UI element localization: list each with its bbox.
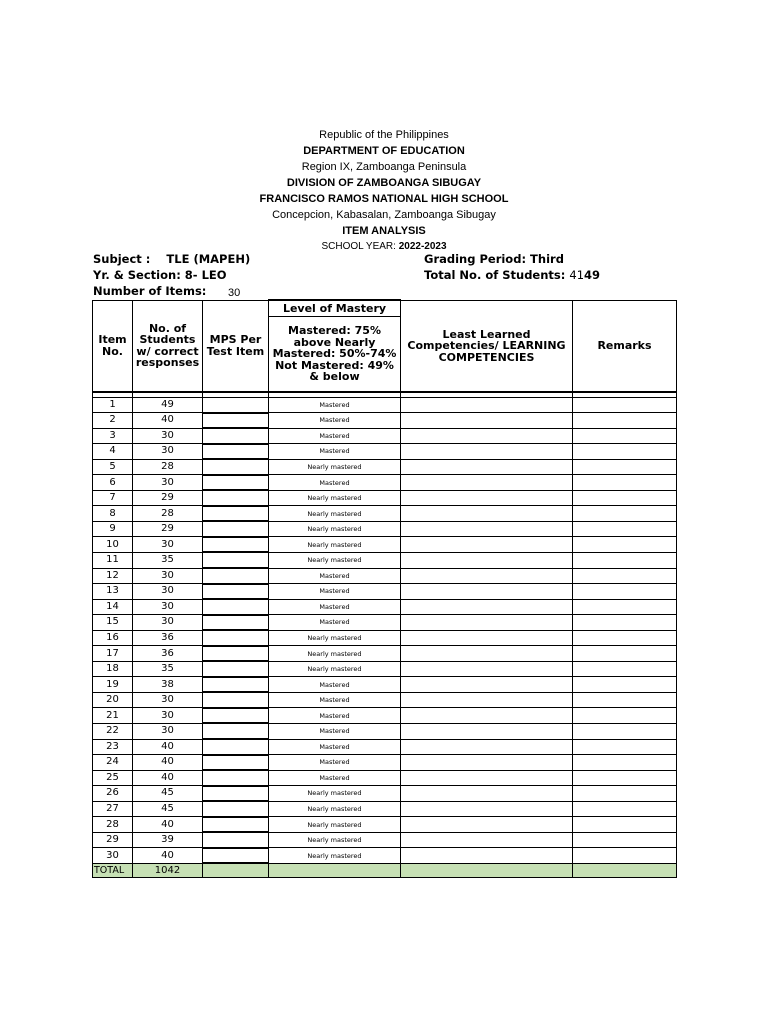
item-no-cell: 27 bbox=[93, 801, 133, 817]
correct-cell: 45 bbox=[133, 786, 203, 802]
least-learned-cell bbox=[401, 739, 573, 755]
item-no-cell: 26 bbox=[93, 786, 133, 802]
students-count-a: 41 bbox=[569, 268, 585, 282]
least-learned-cell bbox=[401, 801, 573, 817]
items-value bbox=[228, 285, 240, 300]
item-analysis-table bbox=[92, 299, 677, 878]
students-count-b: 49 bbox=[584, 268, 601, 282]
level-cell: Mastered bbox=[269, 708, 401, 724]
mps-cell bbox=[203, 848, 269, 864]
remarks-cell bbox=[573, 506, 677, 522]
correct-cell: 49 bbox=[133, 398, 203, 413]
item-no-cell: 10 bbox=[93, 537, 133, 553]
least-learned-cell bbox=[401, 506, 573, 522]
table-row bbox=[93, 646, 677, 662]
document-title: ITEM ANALYSIS bbox=[342, 225, 426, 237]
correct-cell: 36 bbox=[133, 646, 203, 662]
item-no-cell: 22 bbox=[93, 723, 133, 739]
table-row bbox=[93, 692, 677, 708]
table-row bbox=[93, 755, 677, 771]
correct-cell: 30 bbox=[133, 615, 203, 631]
item-no-cell: 20 bbox=[93, 692, 133, 708]
level-cell: Mastered bbox=[269, 723, 401, 739]
least-learned-cell bbox=[401, 584, 573, 600]
table-row bbox=[93, 444, 677, 460]
least-learned-cell bbox=[401, 428, 573, 444]
remarks-cell bbox=[573, 832, 677, 848]
items-count: 30 bbox=[228, 287, 241, 299]
table-row bbox=[93, 723, 677, 739]
header-item-no: Item No. bbox=[93, 300, 133, 392]
level-cell: Mastered bbox=[269, 413, 401, 429]
total-level-cell bbox=[269, 863, 401, 878]
table-row bbox=[93, 801, 677, 817]
remarks-cell bbox=[573, 677, 677, 693]
correct-cell: 38 bbox=[133, 677, 203, 693]
level-cell: Nearly mastered bbox=[269, 801, 401, 817]
school-year-label: SCHOOL YEAR: bbox=[321, 241, 399, 252]
correct-cell: 28 bbox=[133, 459, 203, 475]
item-no-cell: 3 bbox=[93, 428, 133, 444]
remarks-cell bbox=[573, 459, 677, 475]
mps-cell bbox=[203, 677, 269, 693]
item-no-cell: 5 bbox=[93, 459, 133, 475]
table-row bbox=[93, 521, 677, 537]
table-row bbox=[93, 506, 677, 522]
level-cell: Mastered bbox=[269, 475, 401, 491]
remarks-cell bbox=[573, 630, 677, 646]
remarks-cell bbox=[573, 537, 677, 553]
least-learned-cell bbox=[401, 615, 573, 631]
mps-cell bbox=[203, 413, 269, 429]
correct-cell: 40 bbox=[133, 848, 203, 864]
least-learned-cell bbox=[401, 537, 573, 553]
correct-cell: 30 bbox=[133, 537, 203, 553]
remarks-cell bbox=[573, 521, 677, 537]
correct-cell: 30 bbox=[133, 428, 203, 444]
table-row bbox=[93, 817, 677, 833]
mps-cell bbox=[203, 584, 269, 600]
level-cell: Mastered bbox=[269, 770, 401, 786]
item-no-cell: 11 bbox=[93, 552, 133, 568]
correct-cell: 30 bbox=[133, 584, 203, 600]
least-learned-cell bbox=[401, 490, 573, 506]
least-learned-cell bbox=[401, 552, 573, 568]
level-cell: Nearly mastered bbox=[269, 646, 401, 662]
subject-line bbox=[93, 252, 250, 266]
item-no-cell: 8 bbox=[93, 506, 133, 522]
remarks-cell bbox=[573, 444, 677, 460]
least-learned-cell bbox=[401, 599, 573, 615]
table-row bbox=[93, 630, 677, 646]
item-no-cell: 9 bbox=[93, 521, 133, 537]
items-label: Number of Items: bbox=[93, 284, 207, 298]
level-cell: Nearly mastered bbox=[269, 459, 401, 475]
remarks-cell bbox=[573, 599, 677, 615]
least-learned-cell bbox=[401, 723, 573, 739]
table-row bbox=[93, 708, 677, 724]
header-remarks: Remarks bbox=[573, 300, 677, 392]
item-no-cell: 13 bbox=[93, 584, 133, 600]
least-learned-cell bbox=[401, 677, 573, 693]
region-text: Region IX, Zamboanga Peninsula bbox=[301, 161, 467, 173]
header-least-learned: Least Learned Competencies/ LEARNING COMPETENCIES bbox=[401, 300, 573, 392]
remarks-cell bbox=[573, 817, 677, 833]
mps-cell bbox=[203, 428, 269, 444]
table-row bbox=[93, 661, 677, 677]
least-learned-cell bbox=[401, 770, 573, 786]
level-cell: Mastered bbox=[269, 444, 401, 460]
correct-cell: 40 bbox=[133, 770, 203, 786]
level-cell: Mastered bbox=[269, 615, 401, 631]
mps-cell bbox=[203, 599, 269, 615]
table-row bbox=[93, 832, 677, 848]
mps-cell bbox=[203, 552, 269, 568]
remarks-cell bbox=[573, 801, 677, 817]
item-no-cell: 7 bbox=[93, 490, 133, 506]
level-cell: Mastered bbox=[269, 584, 401, 600]
correct-cell: 30 bbox=[133, 599, 203, 615]
mps-cell bbox=[203, 444, 269, 460]
table-row bbox=[93, 786, 677, 802]
mps-cell bbox=[203, 739, 269, 755]
table-row bbox=[93, 739, 677, 755]
correct-cell: 40 bbox=[133, 755, 203, 771]
mps-cell bbox=[203, 506, 269, 522]
correct-cell: 30 bbox=[133, 475, 203, 491]
remarks-cell bbox=[573, 661, 677, 677]
level-cell: Mastered bbox=[269, 677, 401, 693]
correct-cell: 40 bbox=[133, 817, 203, 833]
grading-period: Grading Period: Third bbox=[424, 252, 564, 266]
table-row bbox=[93, 413, 677, 429]
level-cell: Nearly mastered bbox=[269, 521, 401, 537]
republic-text: Republic of the Philippines bbox=[319, 129, 449, 141]
level-cell: Nearly mastered bbox=[269, 630, 401, 646]
header-correct-responses: No. of Students w/ correct responses bbox=[133, 300, 203, 392]
item-no-cell: 25 bbox=[93, 770, 133, 786]
level-cell: Nearly mastered bbox=[269, 537, 401, 553]
correct-cell: 35 bbox=[133, 552, 203, 568]
item-no-cell: 23 bbox=[93, 739, 133, 755]
correct-cell: 40 bbox=[133, 739, 203, 755]
level-cell: Mastered bbox=[269, 428, 401, 444]
mps-cell bbox=[203, 537, 269, 553]
correct-cell: 39 bbox=[133, 832, 203, 848]
item-no-cell: 24 bbox=[93, 755, 133, 771]
item-no-cell: 18 bbox=[93, 661, 133, 677]
level-cell: Mastered bbox=[269, 692, 401, 708]
item-no-cell: 19 bbox=[93, 677, 133, 693]
remarks-cell bbox=[573, 786, 677, 802]
remarks-cell bbox=[573, 708, 677, 724]
total-mps-cell bbox=[203, 863, 269, 878]
mps-cell bbox=[203, 708, 269, 724]
table-row bbox=[93, 848, 677, 864]
mps-cell bbox=[203, 398, 269, 413]
level-cell: Mastered bbox=[269, 599, 401, 615]
item-no-cell: 12 bbox=[93, 568, 133, 584]
level-cell: Nearly mastered bbox=[269, 552, 401, 568]
remarks-cell bbox=[573, 552, 677, 568]
table-row bbox=[93, 490, 677, 506]
correct-cell: 36 bbox=[133, 630, 203, 646]
correct-cell: 45 bbox=[133, 801, 203, 817]
correct-cell: 30 bbox=[133, 723, 203, 739]
school-year-value: 2022-2023 bbox=[398, 241, 447, 252]
item-no-cell: 16 bbox=[93, 630, 133, 646]
mps-cell bbox=[203, 521, 269, 537]
table-row bbox=[93, 537, 677, 553]
total-remarks-cell bbox=[573, 863, 677, 878]
correct-cell: 30 bbox=[133, 568, 203, 584]
item-no-cell: 30 bbox=[93, 848, 133, 864]
table-row bbox=[93, 599, 677, 615]
table-row bbox=[93, 475, 677, 491]
correct-cell: 28 bbox=[133, 506, 203, 522]
level-cell: Mastered bbox=[269, 568, 401, 584]
total-label: TOTAL bbox=[93, 863, 133, 878]
least-learned-cell bbox=[401, 521, 573, 537]
least-learned-cell bbox=[401, 398, 573, 413]
mps-cell bbox=[203, 832, 269, 848]
item-no-cell: 21 bbox=[93, 708, 133, 724]
remarks-cell bbox=[573, 739, 677, 755]
remarks-cell bbox=[573, 475, 677, 491]
table-row bbox=[93, 770, 677, 786]
level-cell: Nearly mastered bbox=[269, 817, 401, 833]
level-cell: Nearly mastered bbox=[269, 786, 401, 802]
table-row bbox=[93, 398, 677, 413]
level-cell: Nearly mastered bbox=[269, 661, 401, 677]
mps-cell bbox=[203, 490, 269, 506]
remarks-cell bbox=[573, 848, 677, 864]
level-cell: Mastered bbox=[269, 398, 401, 413]
remarks-cell bbox=[573, 398, 677, 413]
item-no-cell: 29 bbox=[93, 832, 133, 848]
table-row bbox=[93, 584, 677, 600]
mps-cell bbox=[203, 459, 269, 475]
least-learned-cell bbox=[401, 692, 573, 708]
division-text: DIVISION OF ZAMBOANGA SIBUGAY bbox=[286, 177, 482, 189]
remarks-cell bbox=[573, 755, 677, 771]
mps-cell bbox=[203, 801, 269, 817]
total-row bbox=[93, 863, 677, 878]
total-least-learned-cell bbox=[401, 863, 573, 878]
mps-cell bbox=[203, 646, 269, 662]
item-no-cell: 4 bbox=[93, 444, 133, 460]
item-no-cell: 1 bbox=[93, 398, 133, 413]
header-level-description: Mastered: 75% above Nearly Mastered: 50%-74% Not Mastered: 49% & below bbox=[269, 317, 401, 393]
mps-cell bbox=[203, 770, 269, 786]
mps-cell bbox=[203, 475, 269, 491]
header-mps: MPS Per Test Item bbox=[203, 300, 269, 392]
mps-cell bbox=[203, 755, 269, 771]
least-learned-cell bbox=[401, 661, 573, 677]
remarks-cell bbox=[573, 428, 677, 444]
least-learned-cell bbox=[401, 630, 573, 646]
least-learned-cell bbox=[401, 568, 573, 584]
item-no-cell: 2 bbox=[93, 413, 133, 429]
level-cell: Nearly mastered bbox=[269, 832, 401, 848]
item-no-cell: 17 bbox=[93, 646, 133, 662]
mps-cell bbox=[203, 615, 269, 631]
correct-cell: 29 bbox=[133, 521, 203, 537]
correct-cell: 40 bbox=[133, 413, 203, 429]
mps-cell bbox=[203, 723, 269, 739]
remarks-cell bbox=[573, 692, 677, 708]
mps-cell bbox=[203, 817, 269, 833]
least-learned-cell bbox=[401, 817, 573, 833]
table-row bbox=[93, 615, 677, 631]
table-row bbox=[93, 552, 677, 568]
total-correct: 1042 bbox=[133, 863, 203, 878]
item-no-cell: 28 bbox=[93, 817, 133, 833]
least-learned-cell bbox=[401, 444, 573, 460]
remarks-cell bbox=[573, 584, 677, 600]
department-text: DEPARTMENT OF EDUCATION bbox=[303, 145, 465, 157]
correct-cell: 35 bbox=[133, 661, 203, 677]
correct-cell: 30 bbox=[133, 444, 203, 460]
table-row bbox=[93, 677, 677, 693]
remarks-cell bbox=[573, 615, 677, 631]
subject-value: TLE (MAPEH) bbox=[166, 252, 251, 266]
item-no-cell: 14 bbox=[93, 599, 133, 615]
least-learned-cell bbox=[401, 832, 573, 848]
mps-cell bbox=[203, 630, 269, 646]
least-learned-cell bbox=[401, 755, 573, 771]
correct-cell: 30 bbox=[133, 708, 203, 724]
mps-cell bbox=[203, 786, 269, 802]
mps-cell bbox=[203, 661, 269, 677]
header-level-of-mastery: Level of Mastery bbox=[269, 300, 401, 317]
students-label: Total No. of Students: bbox=[424, 268, 566, 282]
remarks-cell bbox=[573, 568, 677, 584]
table-row bbox=[93, 459, 677, 475]
least-learned-cell bbox=[401, 459, 573, 475]
school-name: FRANCISCO RAMOS NATIONAL HIGH SCHOOL bbox=[259, 193, 509, 205]
least-learned-cell bbox=[401, 708, 573, 724]
level-cell: Nearly mastered bbox=[269, 848, 401, 864]
remarks-cell bbox=[573, 646, 677, 662]
remarks-cell bbox=[573, 413, 677, 429]
least-learned-cell bbox=[401, 475, 573, 491]
level-cell: Nearly mastered bbox=[269, 490, 401, 506]
least-learned-cell bbox=[401, 786, 573, 802]
students-line bbox=[424, 268, 600, 282]
remarks-cell bbox=[573, 723, 677, 739]
item-no-cell: 6 bbox=[93, 475, 133, 491]
least-learned-cell bbox=[401, 848, 573, 864]
table-row bbox=[93, 568, 677, 584]
level-cell: Mastered bbox=[269, 755, 401, 771]
level-cell: Mastered bbox=[269, 739, 401, 755]
mps-cell bbox=[203, 568, 269, 584]
table-row bbox=[93, 428, 677, 444]
least-learned-cell bbox=[401, 646, 573, 662]
school-address: Concepcion, Kabasalan, Zamboanga Sibugay bbox=[272, 209, 496, 221]
remarks-cell bbox=[573, 770, 677, 786]
correct-cell: 29 bbox=[133, 490, 203, 506]
section-line: Yr. & Section: 8- LEO bbox=[93, 268, 227, 282]
mps-cell bbox=[203, 692, 269, 708]
subject-label: Subject : bbox=[93, 252, 151, 266]
least-learned-cell bbox=[401, 413, 573, 429]
remarks-cell bbox=[573, 490, 677, 506]
correct-cell: 30 bbox=[133, 692, 203, 708]
level-cell: Nearly mastered bbox=[269, 506, 401, 522]
item-no-cell: 15 bbox=[93, 615, 133, 631]
